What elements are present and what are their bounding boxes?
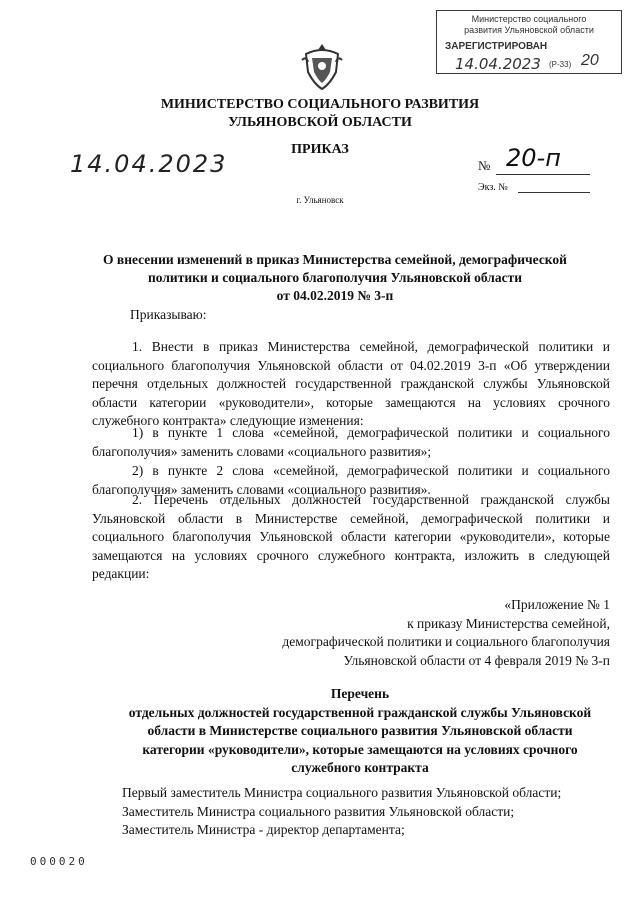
document-title [90, 251, 580, 305]
paragraph-1-2: 2) в пункте 2 слова «семейной, демографической политики и социального благополучия» заменить словами «социального развития». [92, 463, 610, 497]
paragraph-1: 1. Внести в приказ Министерства семейной, демографической политики и социального благополучия Ульяновской области от 04.02.2019 3-п «Об утверждении перечня отдельных должностей государственной гражданской службы Ульяновской области категории «руководители», которые замещаются на условиях срочного служебного контракта» следующие изменения: [92, 339, 610, 429]
stamp-registered: ЗАРЕГИСТРИРОВАН [445, 41, 548, 52]
number-label: № [478, 158, 491, 173]
list-title-line-5: служебного контракта [291, 760, 429, 775]
appendix-header [180, 596, 610, 670]
handwritten-date: 14.04.2023 [70, 150, 228, 178]
city: г. Ульяновск [296, 195, 344, 205]
list-title-line-2: отдельных должностей государственной гражданской службы Ульяновской [128, 704, 592, 720]
paragraph-2: 2. Перечень отдельных должностей государственной гражданской службы Ульяновской области в Министерстве семейной, демографической политики и социального благополучия Ульяновской области категории «руководители», которые замещаются на условиях срочного служебного контракта, изложить в следующей редакции: [92, 492, 610, 582]
stamp-line-2: развития Ульяновской области [464, 25, 594, 35]
positions-list [122, 784, 561, 840]
appendix-line-3: демографической политики и социального благополучия [282, 634, 610, 649]
coat-of-arms-icon [300, 42, 344, 92]
list-item: Заместитель Министра социального развития Ульяновской области; [122, 803, 515, 819]
list-item: Первый заместитель Министра социального развития Ульяновской области; [122, 785, 562, 800]
title-line-2: политики и социального благополучия Ульяновской области [148, 270, 522, 285]
stamp-date: 14.04.2023 [455, 55, 541, 73]
stamp-num-prefix: (Р-33) [549, 60, 572, 69]
appendix-line-1: «Приложение № 1 [504, 597, 610, 612]
title-line-1: О внесении изменений в приказ Министерства семейной, демографической [103, 252, 567, 267]
ministry-name [0, 96, 640, 132]
stamp-number: 20 [581, 52, 599, 69]
appendix-line-4: Ульяновской области от 4 февраля 2019 № 3-п [343, 652, 610, 668]
appendix-line-2: к приказу Министерства семейной, [407, 615, 610, 631]
copy-underline [518, 192, 590, 193]
paragraph-1-1: 1) в пункте 1 слова «семейной, демографической политики и социального благополучия» заменить словами «социального развития»; [92, 425, 610, 459]
page-code: 000020 [30, 855, 88, 868]
list-item: Заместитель Министра - директор департамента; [122, 822, 405, 837]
list-title-line-3: области в Министерстве социального развития Ульяновской области [147, 723, 573, 738]
doc-type: ПРИКАЗ [291, 142, 349, 157]
registration-stamp [436, 10, 622, 74]
list-title-line-1: Перечень [330, 686, 390, 701]
ministry-line-1: МИНИСТЕРСТВО СОЦИАЛЬНОГО РАЗВИТИЯ [160, 97, 480, 112]
handwritten-number: 20-п [506, 144, 561, 172]
ministry-line-2: УЛЬЯНОВСКОЙ ОБЛАСТИ [228, 115, 412, 130]
stamp-line-1: Министерство социального [471, 14, 587, 24]
copy-label: Экз. № [478, 182, 508, 193]
list-title [90, 685, 630, 778]
order-word: Приказываю: [130, 307, 207, 322]
title-line-3: от 04.02.2019 № 3-п [276, 288, 394, 303]
list-title-line-4: категории «руководители», которые замещаются на условиях срочного [142, 741, 578, 757]
number-underline [496, 174, 590, 175]
